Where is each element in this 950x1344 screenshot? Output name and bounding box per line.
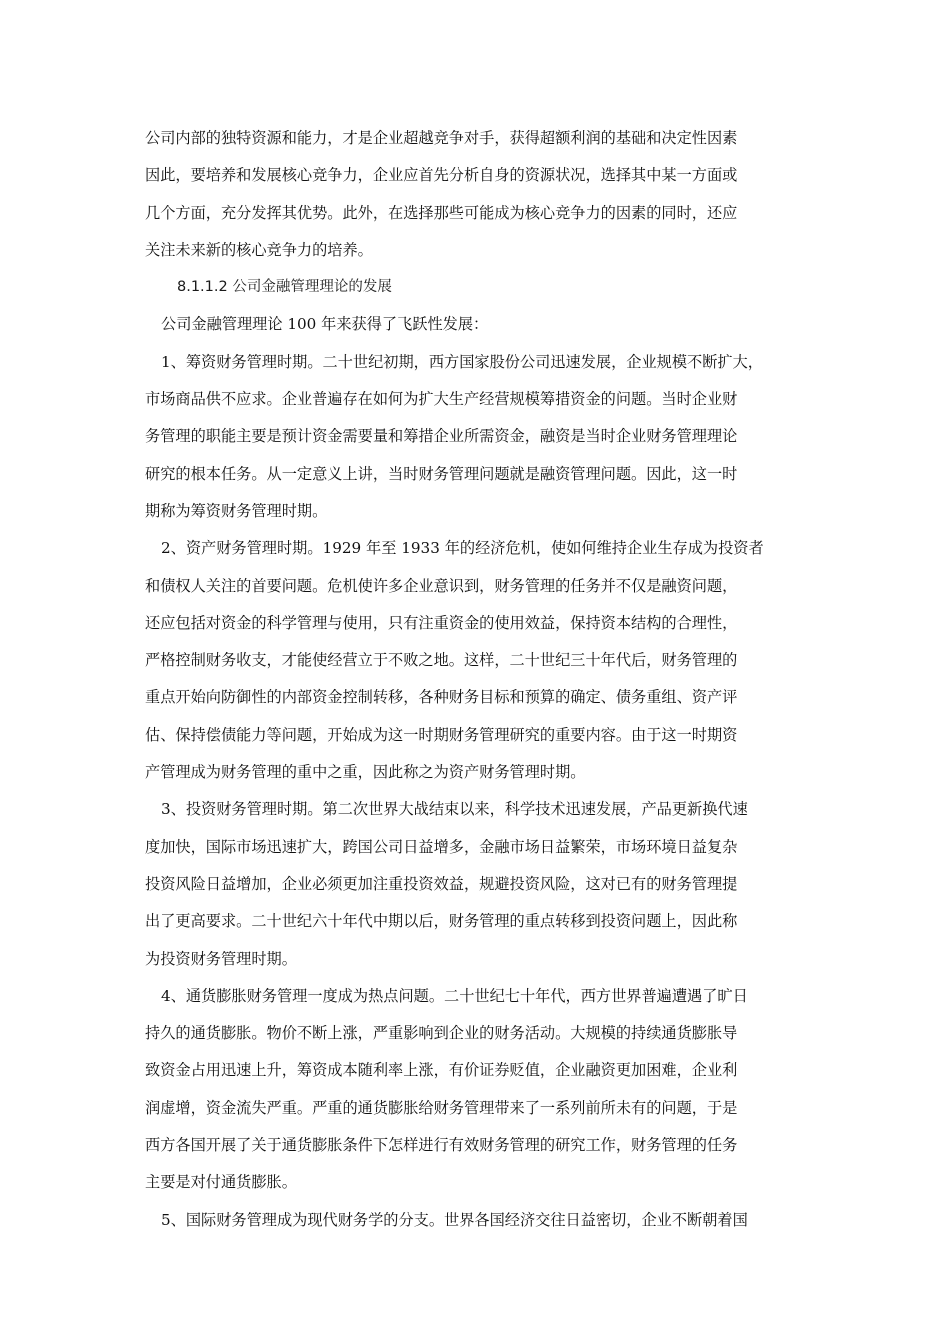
text-line: 度加快，国际市场迅速扩大，跨国公司日益增多，金融市场日益繁荣，市场环境日益复杂	[145, 837, 738, 856]
document-body	[145, 120, 810, 1239]
text-line: 和债权人关注的首要问题。危机使许多企业意识到，财务管理的任务并不仅是融资问题，	[145, 576, 738, 595]
text-line: 2、资产财务管理时期。1929 年至 1933 年的经济危机，使如何维持企业生存成为投资者	[161, 539, 764, 558]
text-line: 估、保持偿债能力等问题，开始成为这一时期财务管理研究的重要内容。由于这一时期资	[145, 725, 738, 744]
text-line: 润虚增，资金流失严重。严重的通货膨胀给财务管理带来了一系列前所未有的问题，于是	[145, 1098, 738, 1117]
text-line: 1、筹资财务管理时期。二十世纪初期，西方国家股份公司迅速发展，企业规模不断扩大，	[161, 352, 763, 371]
text-line: 严格控制财务收支，才能使经营立于不败之地。这样，二十世纪三十年代后，财务管理的	[145, 651, 738, 670]
text-line: 关注未来新的核心竞争力的培养。	[145, 240, 373, 259]
text-line: 几个方面，充分发挥其优势。此外，在选择那些可能成为核心竞争力的因素的同时，还应	[145, 203, 738, 222]
text-line: 3、投资财务管理时期。第二次世界大战结束以来，科学技术迅速发展，产品更新换代速	[161, 800, 748, 819]
text-line: 投资风险日益增加，企业必须更加注重投资效益，规避投资风险，这对已有的财务管理提	[145, 874, 738, 893]
section-heading: 8.1.1.2 公司金融管理理论的发展	[177, 279, 392, 296]
text-line: 公司金融管理理论 100 年来获得了飞跃性发展：	[161, 315, 489, 334]
text-line: 还应包括对资金的科学管理与使用，只有注重资金的使用效益，保持资本结构的合理性，	[145, 613, 738, 632]
text-line: 致资金占用迅速上升，筹资成本随利率上涨，有价证券贬值，企业融资更加困难，企业利	[145, 1061, 738, 1080]
text-line: 5、国际财务管理成为现代财务学的分支。世界各国经济交往日益密切，企业不断朝着国	[161, 1210, 748, 1229]
text-line: 务管理的职能主要是预计资金需要量和筹措企业所需资金，融资是当时企业财务管理理论	[145, 427, 738, 446]
text-line: 期称为筹资财务管理时期。	[145, 501, 328, 520]
text-line: 因此，要培养和发展核心竞争力，企业应首先分析自身的资源状况，选择其中某一方面或	[145, 166, 738, 185]
text-line: 研究的根本任务。从一定意义上讲，当时财务管理问题就是融资管理问题。因此，这一时	[145, 464, 738, 483]
text-line: 西方各国开展了关于通货膨胀条件下怎样进行有效财务管理的研究工作，财务管理的任务	[145, 1136, 738, 1155]
text-line: 主要是对付通货膨胀。	[145, 1173, 297, 1192]
text-line: 为投资财务管理时期。	[145, 949, 297, 968]
text-line: 公司内部的独特资源和能力，才是企业超越竞争对手，获得超额利润的基础和决定性因素	[145, 129, 738, 147]
text-line: 市场商品供不应求。企业普遍存在如何为扩大生产经营规模筹措资金的问题。当时企业财	[145, 390, 738, 409]
text-line: 产管理成为财务管理的重中之重，因此称之为资产财务管理时期。	[145, 763, 586, 782]
text-line: 重点开始向防御性的内部资金控制转移，各种财务目标和预算的确定、债务重组、资产评	[145, 688, 738, 707]
text-line: 4、通货膨胀财务管理一度成为热点问题。二十世纪七十年代，西方世界普遍遭遇了旷日	[161, 986, 748, 1005]
text-line: 持久的通货膨胀。物价不断上涨，严重影响到企业的财务活动。大规模的持续通货膨胀导	[145, 1024, 738, 1043]
text-line: 出了更高要求。二十世纪六十年代中期以后，财务管理的重点转移到投资问题上，因此称	[145, 912, 738, 931]
